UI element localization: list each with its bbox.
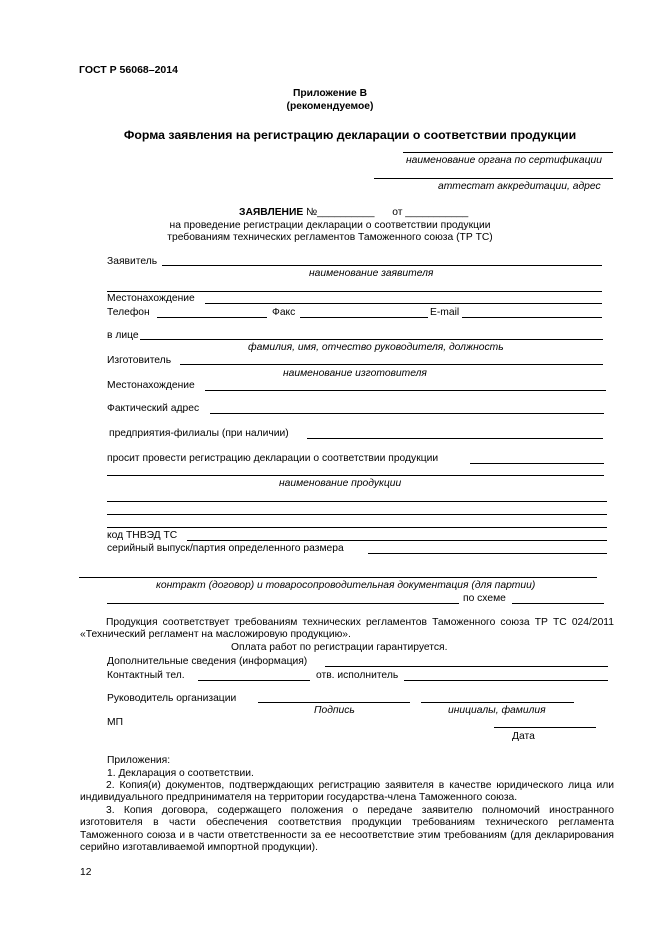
initials-caption: инициалы, фамилия — [448, 705, 546, 716]
applicant-input-2[interactable] — [107, 291, 602, 292]
serial-input[interactable] — [368, 553, 607, 554]
phone-label: Телефон — [107, 307, 150, 318]
org-caption: наименование органа по сертификации — [406, 155, 602, 166]
contact-phone-input[interactable] — [198, 680, 310, 681]
branches-input[interactable] — [307, 438, 603, 439]
manufacturer-caption: наименование изготовителя — [283, 368, 427, 379]
location-label: Местонахождение — [107, 293, 195, 304]
contact-phone-label: Контактный тел. — [107, 670, 185, 681]
payment-text: Оплата работ по регистрации гарантируется. — [231, 642, 448, 653]
sign-caption: Подпись — [314, 705, 355, 716]
attachments-title: Приложения: — [107, 755, 171, 766]
standard-number: ГОСТ Р 56068–2014 — [79, 64, 178, 76]
request-input[interactable] — [470, 463, 604, 464]
branches-label: предприятия-филиалы (при наличии) — [109, 428, 289, 439]
statement-number[interactable]: №__________ — [306, 207, 375, 218]
additional-input[interactable] — [325, 666, 608, 667]
product-input[interactable] — [107, 475, 604, 476]
location2-label: Местонахождение — [107, 380, 195, 391]
tnved-input[interactable] — [187, 540, 607, 541]
represented-caption: фамилия, имя, отчество руководителя, должность — [248, 342, 504, 353]
appendix-title: Приложение В — [292, 88, 368, 99]
scheme-input[interactable] — [512, 603, 604, 604]
head-label: Руководитель организации — [107, 693, 237, 704]
accreditation-caption: аттестат аккредитации, адрес — [438, 181, 601, 192]
accreditation-line[interactable] — [374, 178, 613, 179]
additional-label: Дополнительные сведения (информация) — [107, 656, 308, 667]
appendix-subtitle: (рекомендуемое) — [286, 101, 374, 112]
email-input[interactable] — [462, 317, 602, 318]
org-line[interactable] — [403, 152, 613, 153]
product-caption: наименование продукции — [279, 478, 402, 489]
location-input[interactable] — [205, 303, 602, 304]
product-input-2[interactable] — [107, 501, 607, 502]
attachment-3: 3. Копия договора, содержащего положения о передаче заявителю полномочий иностранного изготовителя в части обеспечения соответствия продукции требованиям технического регламента Таможенного союза и в части ответственности за ее несоответствие этим требованиям (для декларирования серийно изготавливаемой импортной продукции). — [80, 805, 614, 854]
statement-line-2: требованиям технических регламентов Таможенного союза (ТР ТС) — [167, 232, 493, 243]
product-input-3[interactable] — [107, 514, 607, 515]
manufacturer-label: Изготовитель — [107, 355, 172, 366]
attachment-1: 1. Декларация о соответствии. — [107, 768, 254, 779]
scheme-label: по схеме — [463, 593, 506, 604]
initials-input[interactable] — [421, 702, 574, 703]
statement-line-1: на проведение регистрации декларации о соответствии продукции — [169, 220, 491, 231]
contract-caption: контракт (договор) и товаросопроводительная документация (для партии) — [156, 580, 536, 591]
statement-heading: ЗАЯВЛЕНИЕ — [239, 207, 304, 218]
email-label: E-mail — [430, 307, 460, 318]
form-title: Форма заявления на регистрацию декларации о соответствии продукции — [123, 128, 577, 142]
compliance-text: Продукция соответствует требованиям технических регламентов Таможенного союза ТР ТС 024/2011 «Технический регламент на масложировую продукцию». — [80, 617, 614, 641]
applicant-input[interactable] — [162, 265, 602, 266]
page-number: 12 — [80, 867, 92, 878]
actual-address-input[interactable] — [210, 413, 604, 414]
tnved-label: код ТНВЭД ТС — [107, 530, 178, 541]
date-input[interactable] — [494, 727, 596, 728]
request-label: просит провести регистрацию декларации о соответствии продукции — [107, 453, 439, 464]
location2-input[interactable] — [205, 390, 606, 391]
represented-label: в лице — [107, 330, 139, 341]
executor-input[interactable] — [404, 680, 608, 681]
executor-label: отв. исполнитель — [316, 670, 399, 681]
serial-label: серийный выпуск/партия определенного размера — [107, 543, 344, 554]
fax-label: Факс — [272, 307, 296, 318]
contract-input[interactable] — [79, 577, 597, 578]
actual-address-label: Фактический адрес — [107, 403, 200, 414]
stamp-label: МП — [107, 717, 123, 728]
product-input-4[interactable] — [107, 527, 607, 528]
statement-date[interactable]: от ___________ — [392, 207, 469, 218]
applicant-caption: наименование заявителя — [309, 268, 434, 279]
statement-heading-row — [239, 207, 468, 219]
fax-input[interactable] — [300, 317, 428, 318]
manufacturer-input[interactable] — [180, 364, 603, 365]
contract-input-2[interactable] — [107, 603, 459, 604]
represented-input[interactable] — [140, 339, 603, 340]
date-caption: Дата — [512, 731, 535, 742]
sign-input[interactable] — [258, 702, 410, 703]
phone-input[interactable] — [157, 317, 267, 318]
attachment-2: 2. Копия(и) документов, подтверждающих регистрацию заявителя в качестве юридического лица или индивидуального предпринимателя на территории государства-члена Таможенного союза. — [80, 780, 614, 804]
applicant-label: Заявитель — [107, 256, 158, 267]
